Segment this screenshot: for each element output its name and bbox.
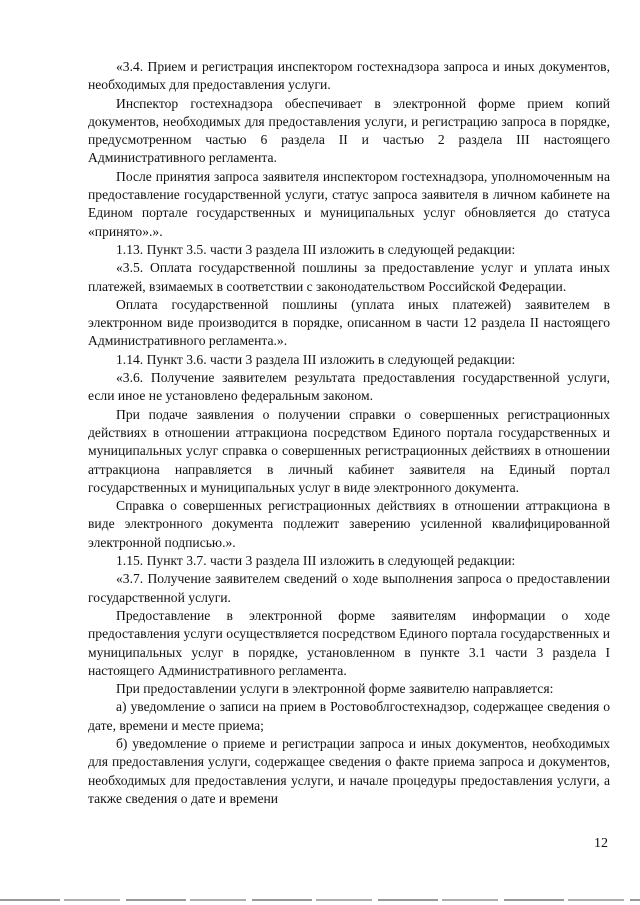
scan-edge-line: [0, 899, 640, 901]
paragraph: Справка о совершенных регистрационных действиях в отношении аттракциона в виде электронного документа подлежит заверению усиленной квалифицированной электронной подписью.».: [88, 498, 610, 550]
paragraph: а) уведомление о записи на прием в Ростовоблгостехнадзор, содержащее сведения о дате, времени и месте приема;: [88, 699, 610, 733]
paragraph: «3.7. Получение заявителем сведений о ходе выполнения запроса о предоставлении государственной услуги.: [88, 571, 610, 605]
page-number: 12: [594, 836, 608, 851]
paragraph: 1.15. Пункт 3.7. части 3 раздела III изложить в следующей редакции:: [116, 553, 516, 569]
paragraph: б) уведомление о приеме и регистрации запроса и иных документов, необходимых для предоставления услуги, содержащее сведения о факте приема запроса и документов, необходимых для предоставления услуги, и начале процедуры предоставления услуги, а также сведения о дате и времени: [88, 735, 610, 806]
paragraph: «3.5. Оплата государственной пошлины за предоставление услуг и уплата иных платежей, взимаемых в соответствии с законодательством Российской Федерации.: [88, 260, 610, 294]
paragraph: «3.6. Получение заявителем результата предоставления государственной услуги, если иное не установлено федеральным законом.: [88, 370, 610, 404]
paragraph: 1.14. Пункт 3.6. части 3 раздела III изложить в следующей редакции:: [116, 351, 516, 367]
paragraph: Предоставление в электронной форме заявителям информации о ходе предоставления услуги осуществляется посредством Единого портала государственных и муниципальных услуг в порядке, установленном в пункте 3.1 части 3 раздела I настоящего Административного регламента.: [88, 607, 610, 678]
paragraph: При предоставлении услуги в электронной форме заявителю направляется:: [116, 681, 554, 697]
paragraph: При подаче заявления о получении справки о совершенных регистрационных действиях в отношении аттракциона посредством Единого портала государственных и муниципальных услуг справка о совершенных регистрационных действиях в отношении аттракциона направляется в личный кабинет заявителя на Единый портал государственных и муниципальных услуг в виде электронного документа.: [88, 406, 610, 495]
paragraph: Оплата государственной пошлины (уплата иных платежей) заявителем в электронном виде производится в порядке, описанном в части 12 раздела II настоящего Административного регламента.».: [88, 296, 610, 349]
paragraph: 1.13. Пункт 3.5. части 3 раздела III изложить в следующей редакции:: [116, 241, 516, 257]
document-body: [88, 58, 610, 808]
paragraph: После принятия запроса заявителя инспектором гостехнадзора, уполномоченным на предоставление государственной услуги, статус запроса заявителя в личном кабинете на Едином портале государственных и муниципальных услуг обновляется до статуса «принято».».: [88, 168, 610, 239]
paragraph: Инспектор гостехнадзора обеспечивает в электронной форме прием копий документов, необходимых для предоставления услуги, и регистрацию запроса в порядке, предусмотренном частью 6 раздела II и частью 2 раздела III настоящего Административного регламента.: [88, 95, 610, 166]
paragraph: «3.4. Прием и регистрация инспектором гостехнадзора запроса и иных документов, необходимых для предоставления услуги.: [88, 59, 610, 93]
